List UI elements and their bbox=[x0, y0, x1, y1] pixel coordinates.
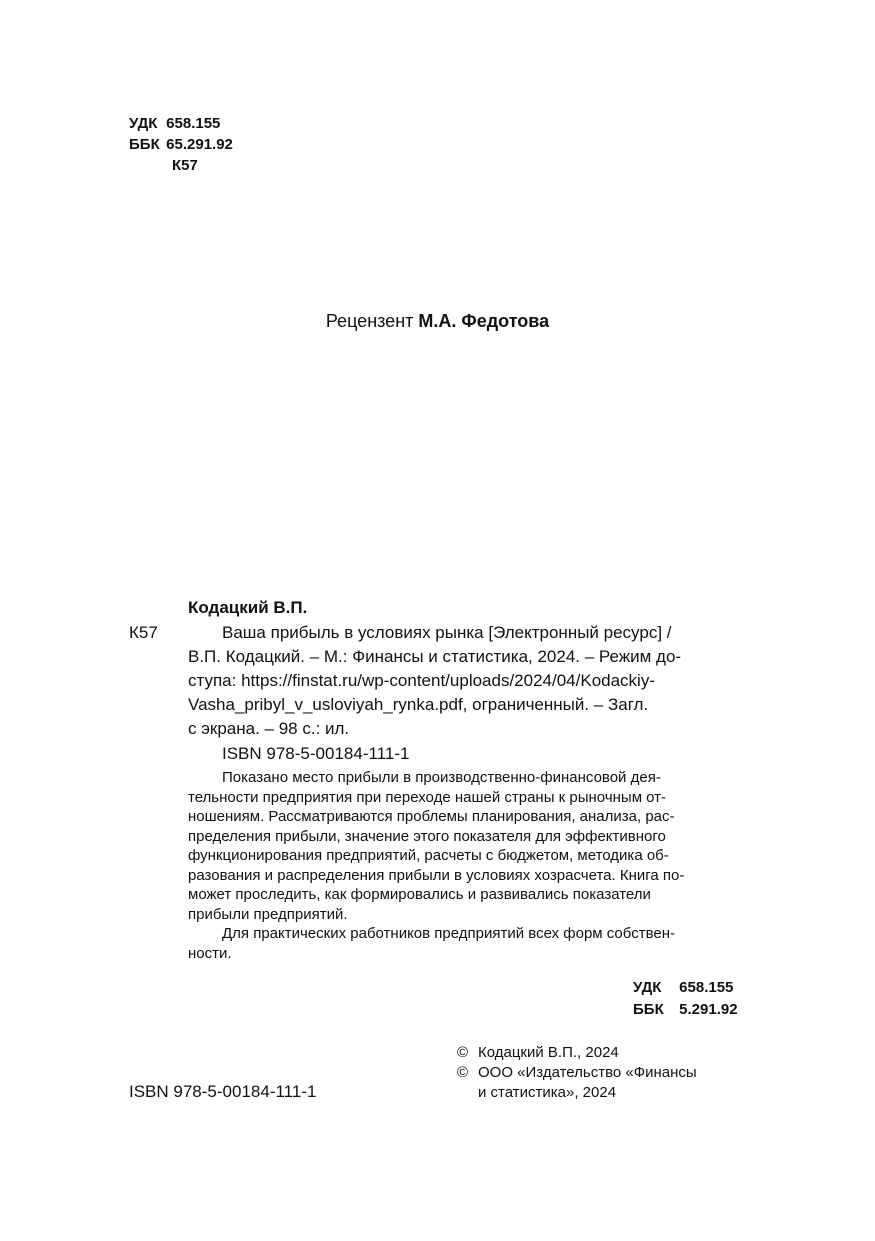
bbk-label: ББК bbox=[129, 136, 160, 153]
bib-line: ступа: https://finstat.ru/wp-content/uploads/2024/04/Kodackiy- bbox=[188, 671, 655, 690]
annotation-line: может проследить, как формировались и развивались показатели bbox=[188, 886, 651, 903]
bbk-row bbox=[129, 134, 233, 155]
isbn-main: ISBN 978-5-00184-111-1 bbox=[222, 744, 410, 763]
annotation-line: функционирования предприятий, расчеты с бюджетом, методика об- bbox=[188, 847, 669, 864]
bib-line: Ваша прибыль в условиях рынка [Электронный ресурс] / bbox=[222, 623, 672, 642]
annotation-line: ношениям. Рассматриваются проблемы планирования, анализа, рас- bbox=[188, 808, 675, 825]
author-mark: К57 bbox=[129, 623, 158, 642]
copyright-publisher-cont: и статистика», 2024 bbox=[478, 1084, 617, 1101]
udk-value: 658.155 bbox=[166, 115, 221, 132]
copyright-block bbox=[457, 1043, 697, 1103]
bbk-label: ББК bbox=[633, 1001, 664, 1018]
annotation-line: тельности предприятия при переходе нашей страны к рыночным от- bbox=[188, 788, 667, 806]
copyright-author: Кодацкий В.П., 2024 bbox=[478, 1044, 619, 1061]
annotation-line: пределения прибыли, значение этого показателя для эффективного bbox=[188, 827, 666, 845]
reviewer-name: М.А. Федотова bbox=[418, 311, 550, 331]
copyright-publisher: ООО «Издательство «Финансы bbox=[478, 1064, 697, 1081]
reviewer-label: Рецензент bbox=[325, 311, 414, 331]
annotation-line: Показано место прибыли в производственно-финансовой дея- bbox=[222, 769, 661, 786]
bib-line: Vasha_pribyl_v_usloviyah_rynka.pdf, ограниченный. – Загл. bbox=[188, 695, 649, 714]
classification-block-top bbox=[129, 113, 233, 176]
udk-label: УДК bbox=[633, 979, 662, 996]
author-mark-top: К57 bbox=[172, 157, 198, 174]
bbk-row-bottom bbox=[633, 999, 738, 1021]
copyright-icon: © bbox=[457, 1044, 469, 1061]
annotation-line: разования и распределения прибыли в условиях хозрасчета. Книга по- bbox=[188, 866, 685, 884]
annotation bbox=[188, 768, 744, 963]
annotation-line: прибыли предприятий. bbox=[188, 905, 348, 923]
udk-row bbox=[129, 113, 233, 134]
copyright-icon: © bbox=[457, 1064, 469, 1081]
udk-value: 658.155 bbox=[679, 979, 734, 996]
bib-line: В.П. Кодацкий. – М.: Финансы и статистика, 2024. – Режим до- bbox=[188, 647, 682, 666]
bbk-value: 65.291.92 bbox=[166, 136, 233, 153]
reviewer-line bbox=[0, 309, 875, 333]
udk-row-bottom bbox=[633, 977, 738, 999]
annotation-line: ности. bbox=[188, 944, 232, 962]
classification-block-bottom bbox=[633, 977, 738, 1021]
author-heading: Кодацкий В.П. bbox=[188, 598, 308, 617]
isbn-bottom: ISBN 978-5-00184-111-1 bbox=[129, 1082, 317, 1101]
udk-label: УДК bbox=[129, 115, 158, 132]
bib-line: с экрана. – 98 с.: ил. bbox=[188, 719, 350, 738]
annotation-line: Для практических работников предприятий всех форм собствен- bbox=[222, 925, 675, 942]
bibliographic-description bbox=[188, 621, 744, 741]
bbk-value: 5.291.92 bbox=[679, 1001, 738, 1018]
